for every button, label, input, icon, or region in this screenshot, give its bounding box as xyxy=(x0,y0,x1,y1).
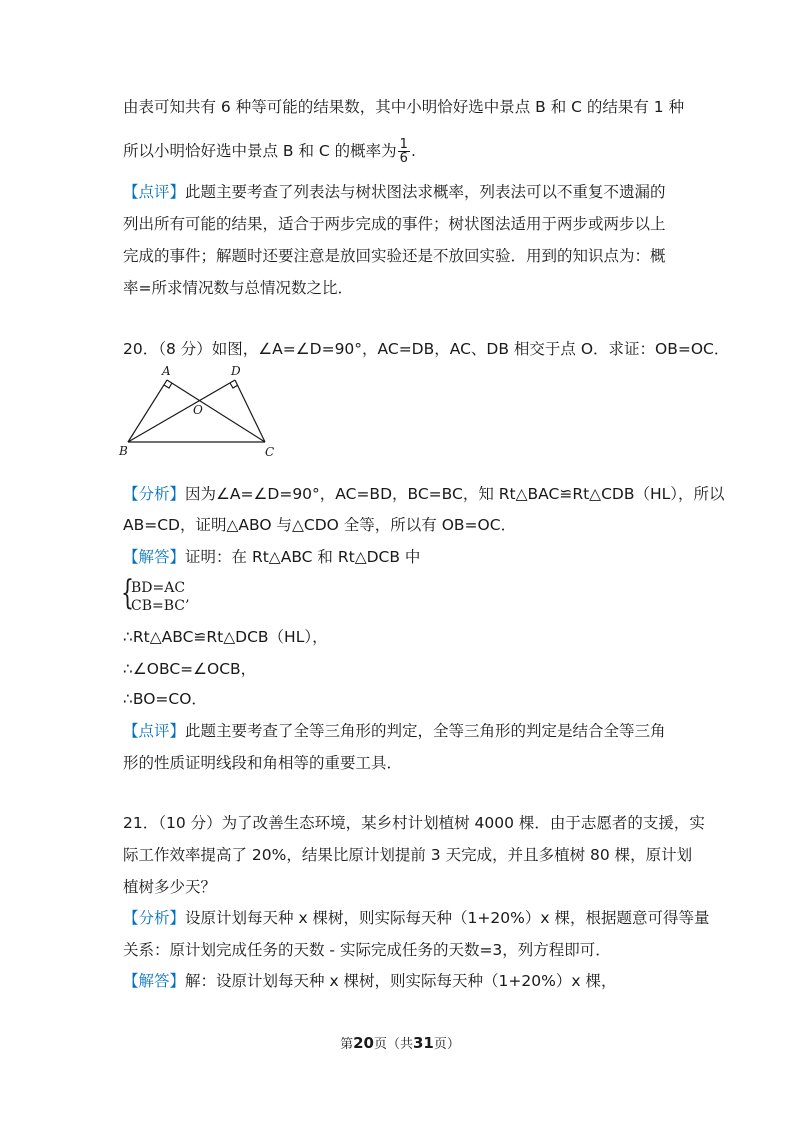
geometry-figure xyxy=(115,362,285,462)
footer-text: 页（共 xyxy=(373,1037,413,1052)
label-b: B xyxy=(119,444,128,458)
question-20: 20．（8 分）如图，∠A=∠D=90°，AC=DB，AC、DB 相交于点 O．求证：OB=OC． xyxy=(123,340,730,358)
text: 此题主要考查了列表法与树状图法求概率，列表法可以不重复不遗漏的 xyxy=(185,183,666,201)
comment-tag: 【点评】 xyxy=(123,722,186,740)
text: 所以小明恰好选中景点 B 和 C 的概率为 xyxy=(123,142,397,160)
analysis-21 xyxy=(123,907,709,929)
text-line: ∴∠OBC=∠OCB， xyxy=(123,660,257,678)
footer-text: 页） xyxy=(433,1037,460,1052)
analysis-tag: 【分析】 xyxy=(123,909,186,927)
analysis-tag: 【分析】 xyxy=(123,485,186,503)
label-c: C xyxy=(265,445,275,459)
solution-20 xyxy=(123,546,420,568)
segment-ba xyxy=(128,380,167,442)
text-line: 形的性质证明线段和角相等的重要工具． xyxy=(123,754,403,772)
text-line: 列出所有可能的结果，适合于两步完成的事件；树状图法适用于两步或两步以上 xyxy=(123,215,666,233)
comment-20 xyxy=(123,720,666,742)
text-line: AB=CD，证明△ABO 与△CDO 全等，所以有 OB=OC． xyxy=(123,516,517,534)
label-a: A xyxy=(162,364,171,378)
text-line: 植树多少天？ xyxy=(123,878,217,896)
footer-text: 第 xyxy=(340,1037,354,1052)
equation-row: CB=BC’ xyxy=(131,598,190,614)
solution-21 xyxy=(123,970,616,992)
text-line: 完成的事件；解题时还要注意是放回实验还是不放回实验．用到的知识点为：概 xyxy=(123,247,666,265)
solution-tag: 【解答】 xyxy=(123,548,186,566)
page-footer xyxy=(0,1033,800,1052)
fraction xyxy=(398,138,410,165)
text-line: 关系：原计划完成任务的天数 - 实际完成任务的天数=3，列方程即可． xyxy=(123,941,611,959)
solution-tag: 【解答】 xyxy=(123,972,186,990)
comment-19 xyxy=(123,181,666,203)
text: . xyxy=(410,142,416,160)
label-o: O xyxy=(193,403,203,417)
text-line: 由表可知共有 6 种等可能的结果数，其中小明恰好选中景点 B 和 C 的结果有 1 种 xyxy=(123,98,685,116)
text-line: 率=所求情况数与总情况数之比． xyxy=(123,279,353,297)
label-d: D xyxy=(231,364,241,378)
text: 因为∠A=∠D=90°，AC=BD，BC=BC，知 Rt△BAC≌Rt△CDB（HL），所以 xyxy=(185,485,725,503)
page-total: 31 xyxy=(413,1034,434,1052)
text: 解：设原计划每天种 x 棵树，则实际每天种（1+20%）x 棵， xyxy=(185,972,617,990)
text: 此题主要考查了全等三角形的判定，全等三角形的判定是结合全等三角 xyxy=(185,722,666,740)
text: 设原计划每天种 x 棵树，则实际每天种（1+20%）x 棵，根据题意可得等量 xyxy=(185,909,710,927)
fraction-denominator: 6 xyxy=(399,151,408,166)
fraction-numerator: 1 xyxy=(399,137,408,152)
text-line: ∴Rt△ABC≌Rt△DCB（HL）， xyxy=(123,628,328,646)
page-number: 20 xyxy=(353,1034,374,1052)
equation-row: BD=AC xyxy=(131,580,186,596)
probability-line xyxy=(123,138,416,165)
brace: { xyxy=(121,573,134,613)
text: 证明：在 Rt△ABC 和 Rt△DCB 中 xyxy=(185,548,421,566)
analysis-20 xyxy=(123,483,725,505)
text-line: 际工作效率提高了 20%，结果比原计划提前 3 天完成，并且多植树 80 棵，原计划 xyxy=(123,846,693,864)
question-21: 21．（10 分）为了改善生态环境，某乡村计划植树 4000 棵．由于志愿者的支援，实 xyxy=(123,814,705,832)
text-line: ∴BO=CO． xyxy=(123,690,207,708)
comment-tag: 【点评】 xyxy=(123,183,186,201)
